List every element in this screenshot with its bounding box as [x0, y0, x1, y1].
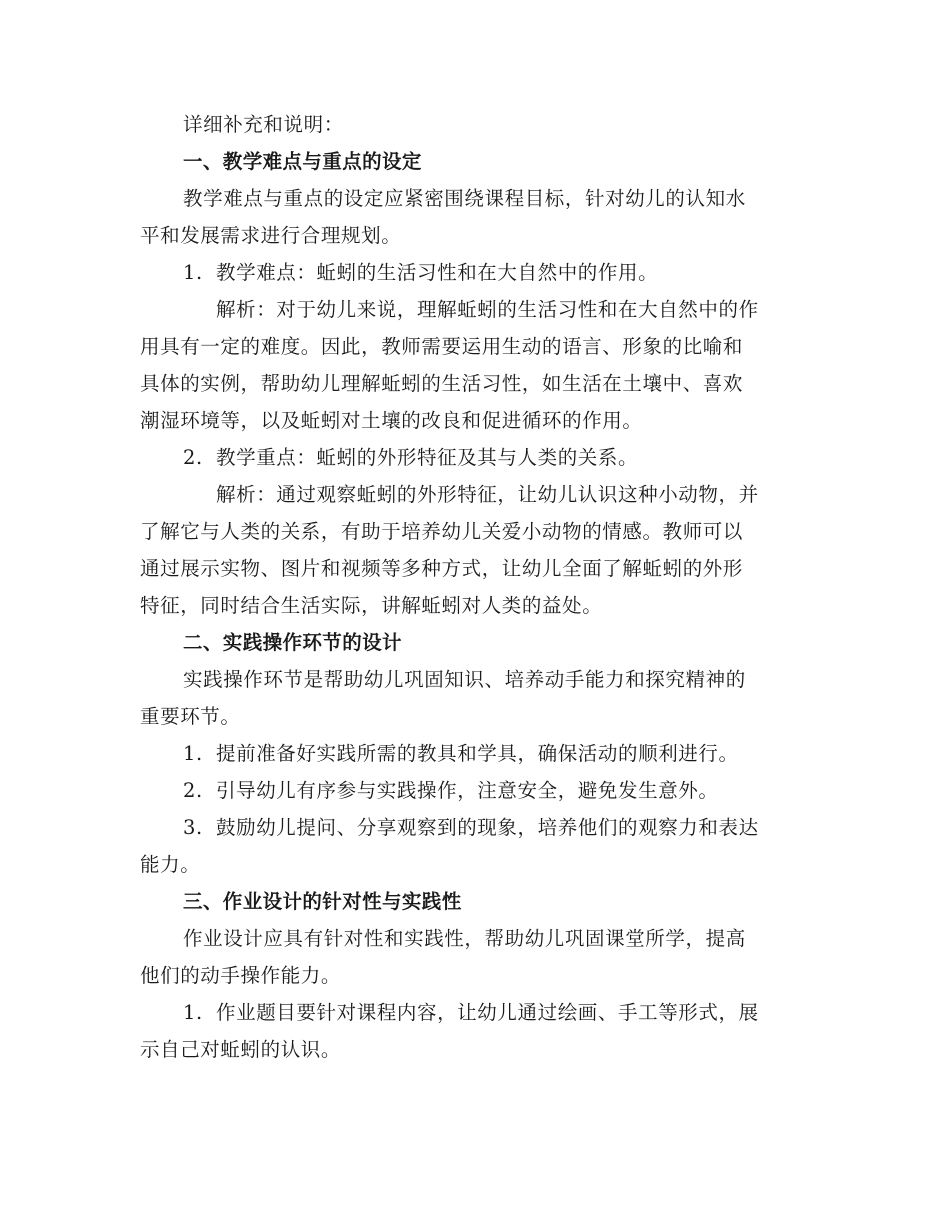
- section2-heading: 二、实践操作环节的设计: [183, 631, 402, 654]
- section1-item1: [140, 254, 808, 291]
- section1-item2: [140, 439, 808, 476]
- item-number: 1.: [183, 261, 203, 284]
- section3-item1: [140, 994, 808, 1031]
- section1-item2-analysis-line: 了解它与人类的关系，有助于培养幼儿关爱小动物的情感。教师可以: [140, 520, 744, 543]
- document-page: [140, 106, 808, 1068]
- section2-item3: [140, 809, 808, 846]
- section3-item1-continuation: 示自己对蚯蚓的认识。: [140, 1038, 342, 1061]
- section1-paragraph-line: 平和发展需求进行合理规划。: [140, 224, 402, 247]
- section1-item1-analysis-line: 具体的实例，帮助幼儿理解蚯蚓的生活习性，如生活在土壤中、喜欢: [140, 372, 744, 395]
- item-text: 教学重点：蚯蚓的外形特征及其与人类的关系。: [216, 446, 639, 469]
- item-number: 1.: [183, 742, 203, 765]
- section1-paragraph-line: 教学难点与重点的设定应紧密围绕课程目标，针对幼儿的认知水: [183, 187, 746, 210]
- section3-heading: 三、作业设计的针对性与实践性: [183, 890, 462, 913]
- item-number: 2.: [183, 779, 203, 802]
- section1-heading: 一、教学难点与重点的设定: [183, 150, 422, 173]
- section3-paragraph-line: 作业设计应具有针对性和实践性，帮助幼儿巩固课堂所学，提高: [183, 927, 746, 950]
- item-number: 1.: [183, 1001, 203, 1024]
- item-text: 鼓励幼儿提问、分享观察到的现象，培养他们的观察力和表达: [216, 816, 759, 839]
- item-text: 教学难点：蚯蚓的生活习性和在大自然中的作用。: [216, 261, 659, 284]
- section3-paragraph-line: 他们的动手操作能力。: [140, 964, 342, 987]
- section1-item2-analysis-line: 通过展示实物、图片和视频等多种方式，让幼儿全面了解蚯蚓的外形: [140, 557, 744, 580]
- item-text: 引导幼儿有序参与实践操作，注意安全，避免发生意外。: [216, 779, 719, 802]
- section2-paragraph-line: 实践操作环节是帮助幼儿巩固知识、培养动手能力和探究精神的: [183, 668, 746, 691]
- item-text: 作业题目要针对课程内容，让幼儿通过绘画、手工等形式，展: [216, 1001, 759, 1024]
- section1-item1-analysis-line: 解析：对于幼儿来说，理解蚯蚓的生活习性和在大自然中的作: [216, 298, 759, 321]
- section1-item1-analysis-line: 用具有一定的难度。因此，教师需要运用生动的语言、形象的比喻和: [140, 335, 744, 358]
- item-number: 2.: [183, 446, 203, 469]
- item-number: 3.: [183, 816, 203, 839]
- intro-text: 详细补充和说明：: [183, 113, 344, 136]
- section1-item2-analysis-line: 解析：通过观察蚯蚓的外形特征，让幼儿认识这种小动物，并: [216, 483, 759, 506]
- section2-paragraph-line: 重要环节。: [140, 705, 241, 728]
- section2-item1: [140, 735, 808, 772]
- section1-item2-analysis-line: 特征，同时结合生活实际，讲解蚯蚓对人类的益处。: [140, 594, 603, 617]
- section2-item3-continuation: 能力。: [140, 853, 201, 876]
- section1-item1-analysis-line: 潮湿环境等，以及蚯蚓对土壤的改良和促进循环的作用。: [140, 409, 643, 432]
- item-text: 提前准备好实践所需的教具和学具，确保活动的顺利进行。: [216, 742, 739, 765]
- section2-item2: [140, 772, 808, 809]
